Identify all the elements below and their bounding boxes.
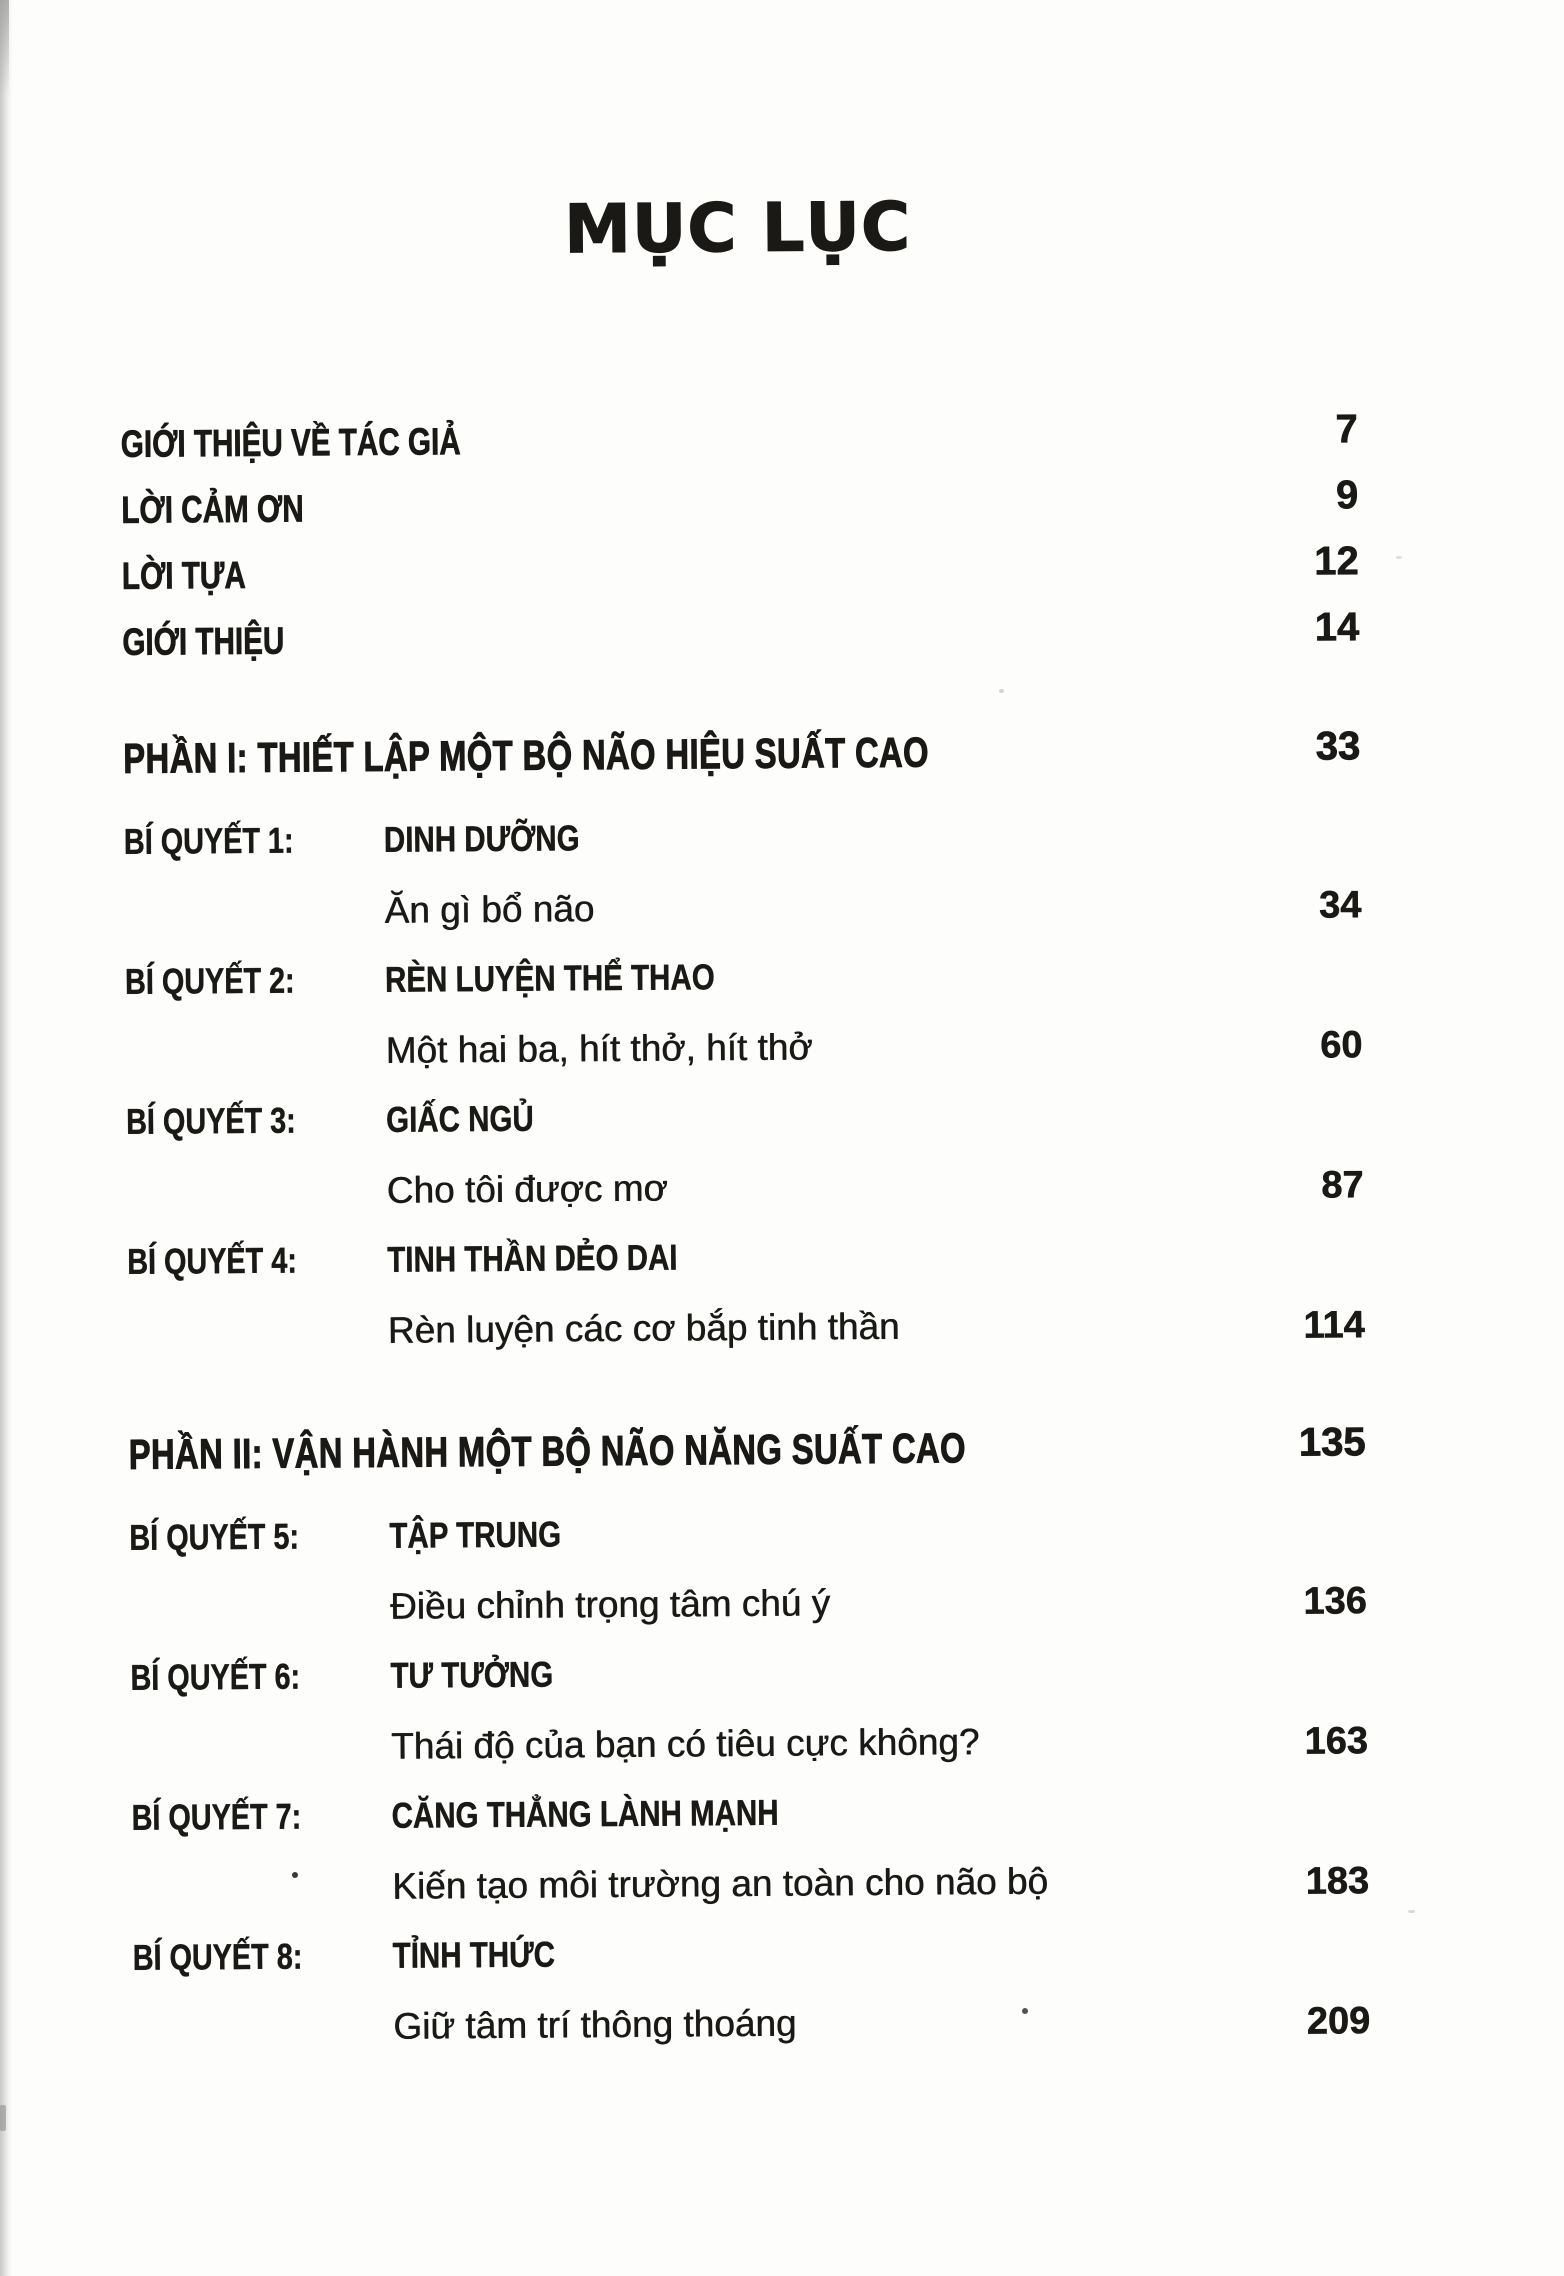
toc-page-number: 7 xyxy=(1335,407,1358,452)
toc-entry-title-text: TINH THẦN DẺO DAI xyxy=(387,1236,678,1280)
toc-entry-title xyxy=(389,1510,1366,1554)
toc-section xyxy=(128,1420,1371,2047)
toc-entry-label-text: BÍ QUYẾT 6: xyxy=(130,1655,301,1698)
toc-entry-title xyxy=(393,1930,1370,1974)
toc-entry-title-row xyxy=(125,954,1362,1000)
column-spacer xyxy=(125,1032,385,1034)
toc-sections xyxy=(123,724,1371,2047)
toc-entry-title-text: GIẤC NGỦ xyxy=(385,1097,534,1140)
toc-entry-title-text: TƯ TƯỞNG xyxy=(390,1653,554,1696)
toc-entry-label xyxy=(120,421,557,466)
toc-page-number: 163 xyxy=(1304,1720,1369,1763)
toc-entry-label xyxy=(125,1099,386,1142)
section-heading-text: PHẦN II: VẬN HÀNH MỘT BỘ NÃO NĂNG SUẤT CAO xyxy=(128,1424,967,1478)
toc-row-front-matter xyxy=(121,539,1359,598)
toc-entry-label xyxy=(132,1935,393,1978)
toc-entry-label-text: LỜI TỰA xyxy=(121,554,246,598)
toc-entry-title-text: TẬP TRUNG xyxy=(389,1513,562,1556)
toc-entry-subtitle: Rèn luyện các cơ bắp tinh thần xyxy=(387,1305,900,1351)
toc-entry-subtitle-row xyxy=(133,2000,1370,2046)
toc-entry-subtitle-row xyxy=(131,1720,1368,1766)
toc-entry-label xyxy=(121,490,355,530)
toc-entry-label xyxy=(123,819,384,862)
toc-entry-title-text: DINH DƯỠNG xyxy=(383,817,580,860)
toc-page-number: 34 xyxy=(1319,884,1362,927)
toc-entry-title xyxy=(386,1094,1363,1138)
toc-entry-title-row xyxy=(126,1094,1363,1140)
toc-entry-label xyxy=(129,1515,389,1558)
toc-entry-title-row xyxy=(127,1234,1364,1280)
scan-edge-bottom-smudge xyxy=(0,2105,6,2131)
toc-entry-label xyxy=(124,959,385,1002)
toc-entry-subtitle-row xyxy=(124,884,1361,930)
scan-speck xyxy=(1396,556,1402,559)
toc-row-front-matter xyxy=(120,407,1358,466)
column-spacer xyxy=(132,1868,392,1870)
toc-content xyxy=(117,0,1370,2080)
column-spacer xyxy=(131,1728,391,1730)
toc-page-number: 136 xyxy=(1303,1580,1368,1623)
scan-speck xyxy=(1408,1910,1415,1913)
toc-page-number: 9 xyxy=(1335,473,1359,518)
toc-entry-title xyxy=(391,1790,1368,1834)
toc-entry-title xyxy=(390,1650,1367,1694)
toc-entry-label-text: BÍ QUYẾT 4: xyxy=(127,1239,298,1282)
toc-page-number: 12 xyxy=(1314,539,1359,584)
toc-entry-label-text: BÍ QUYẾT 2: xyxy=(124,959,295,1002)
toc-page-number: 209 xyxy=(1306,2000,1371,2043)
column-spacer xyxy=(133,2008,393,2010)
toc-entry-label-text: GIỚI THIỆU VỀ TÁC GIẢ xyxy=(120,421,461,466)
section-heading-row xyxy=(128,1420,1366,1478)
section-heading-text: PHẦN I: THIẾT LẬP MỘT BỘ NÃO HIỆU SUẤT CAO xyxy=(123,728,930,782)
toc-entry-subtitle-row xyxy=(132,1860,1369,1906)
toc-entry-subtitle: Một hai ba, hít thở, hít thở xyxy=(385,1026,813,1071)
toc-entry-title-row xyxy=(129,1510,1366,1556)
toc-entry-label-text: BÍ QUYẾT 3: xyxy=(125,1099,296,1142)
toc-section xyxy=(123,724,1365,1351)
toc-entry-title-text: TỈNH THỨC xyxy=(392,1933,556,1976)
toc-entry-label xyxy=(122,622,330,662)
toc-entry-label xyxy=(127,1239,387,1282)
toc-entry-subtitle-row xyxy=(127,1164,1364,1210)
toc-entry-title-text: CĂNG THẲNG LÀNH MẠNH xyxy=(391,1791,779,1836)
toc-entry-subtitle-row xyxy=(130,1580,1367,1626)
toc-page-number: 87 xyxy=(1321,1164,1364,1207)
column-spacer xyxy=(124,892,384,894)
toc-entry-label-text: GIỚI THIỆU xyxy=(122,620,285,664)
toc-entry-title-row xyxy=(131,1790,1368,1836)
toc-entry-subtitle: Ăn gì bổ não xyxy=(384,888,595,931)
toc-page-number: 183 xyxy=(1305,1860,1370,1903)
scan-edge-top-smudge xyxy=(0,0,9,95)
toc-entry-label-text: BÍ QUYẾT 1: xyxy=(123,819,294,862)
section-heading xyxy=(123,730,1156,780)
scan-edge-shadow xyxy=(0,0,13,2276)
toc-entry-title xyxy=(384,814,1361,858)
toc-entry-title xyxy=(387,1234,1364,1278)
toc-entry-subtitle: Điều chỉnh trọng tâm chú ý xyxy=(389,1582,831,1627)
toc-entry-label-text: LỜI CẢM ƠN xyxy=(121,488,304,532)
toc-entry-subtitle: Giữ tâm trí thông thoáng xyxy=(393,2002,797,2047)
toc-entry-subtitle: Cho tôi được mơ xyxy=(386,1167,668,1211)
toc-entry-title xyxy=(385,954,1362,998)
front-matter-list xyxy=(120,407,1360,664)
toc-entry-subtitle: Thái độ của bạn có tiêu cực không? xyxy=(390,1721,980,1767)
toc-entry-title-row xyxy=(124,814,1361,860)
toc-page-number: 14 xyxy=(1314,605,1360,650)
toc-entry-title-row xyxy=(130,1650,1367,1696)
toc-entry-label xyxy=(130,1655,390,1698)
column-spacer xyxy=(127,1172,387,1174)
page-title: MỤC LỤC xyxy=(563,187,912,269)
toc-entry-subtitle-row xyxy=(125,1024,1362,1070)
toc-entry-label-text: BÍ QUYẾT 7: xyxy=(131,1795,302,1838)
toc-entry-title-row xyxy=(133,1930,1370,1976)
toc-entry-label-text: BÍ QUYẾT 5: xyxy=(129,1515,300,1558)
toc-entry-label-text: BÍ QUYẾT 8: xyxy=(132,1935,303,1978)
section-heading xyxy=(128,1424,1203,1478)
toc-page-number: 60 xyxy=(1320,1024,1363,1067)
column-spacer xyxy=(130,1588,390,1590)
toc-page-number: 135 xyxy=(1298,1420,1366,1465)
toc-row-front-matter xyxy=(121,473,1359,532)
section-heading-row xyxy=(123,724,1361,782)
toc-entry-subtitle-row xyxy=(128,1304,1365,1350)
column-spacer xyxy=(128,1312,388,1314)
toc-page-number: 33 xyxy=(1315,724,1361,769)
toc-entry-title-text: RÈN LUYỆN THỂ THAO xyxy=(384,956,715,1000)
toc-entry-label xyxy=(121,554,281,598)
toc-page-number: 114 xyxy=(1303,1304,1365,1347)
toc-row-front-matter xyxy=(122,605,1360,664)
toc-entry-label xyxy=(131,1795,391,1838)
toc-entry-subtitle: Kiến tạo môi trường an toàn cho não bộ xyxy=(392,1860,1049,1907)
